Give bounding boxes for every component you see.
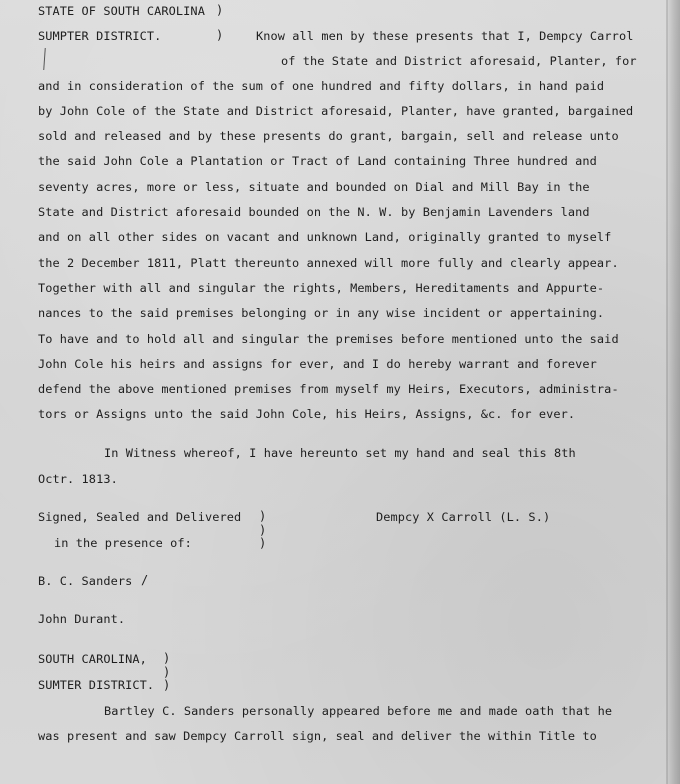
probate-brace: ) — [163, 651, 171, 665]
caption-state: STATE OF SOUTH CAROLINA — [38, 4, 205, 18]
caption-district: SUMPTER DISTRICT. — [38, 29, 162, 43]
deed-line: sold and released and by these presents do grant, bargain, sell and release unto — [38, 129, 619, 143]
deed-line: nances to the said premises belonging or in any wise incident or appertaining. — [38, 306, 605, 320]
probate-brace: ) — [163, 665, 171, 679]
caption-brace: ) — [216, 28, 224, 42]
deed-line: of the State and District aforesaid, Planter, for — [281, 54, 637, 68]
deed-line: seventy acres, more or less, situate and bounded on Dial and Mill Bay in the — [38, 180, 590, 194]
grantor-signature: Dempcy X Carroll (L. S.) — [376, 510, 551, 524]
witness-brace: / — [141, 573, 149, 587]
page-edge-shadow — [666, 0, 680, 784]
signing-brace: ) — [259, 509, 267, 523]
deed-line: To have and to hold all and singular the premises before mentioned unto the said — [38, 332, 619, 346]
caption-brace: ) — [216, 3, 224, 17]
deed-line: Together with all and singular the rights, Members, Hereditaments and Appurte- — [38, 281, 605, 295]
deed-line: tors or Assigns unto the said John Cole, his Heirs, Assigns, &c. for ever. — [38, 407, 576, 421]
probate-line: was present and saw Dempcy Carroll sign, seal and deliver the within Title to — [38, 729, 597, 743]
deed-line: Know all men by these presents that I, Dempcy Carrol — [256, 29, 634, 43]
deed-line: by John Cole of the State and District aforesaid, Planter, have granted, bargained — [38, 104, 634, 118]
probate-district: SUMTER DISTRICT. — [38, 678, 155, 692]
deed-line: State and District aforesaid bounded on the N. W. by Benjamin Lavenders land — [38, 205, 590, 219]
deed-line: and on all other sides on vacant and unknown Land, originally granted to myself — [38, 230, 612, 244]
witness-clause: In Witness whereof, I have hereunto set my hand and seal this 8th — [104, 446, 576, 460]
witness-date: Octr. 1813. — [38, 472, 118, 486]
stray-pen-mark — [43, 48, 46, 70]
deed-line: the said John Cole a Plantation or Tract of Land containing Three hundred and — [38, 154, 597, 168]
witness-name: B. C. Sanders — [38, 574, 133, 588]
signing-brace: ) — [259, 523, 267, 537]
probate-brace: ) — [163, 678, 171, 692]
probate-state: SOUTH CAROLINA, — [38, 652, 147, 666]
witness-name: John Durant. — [38, 612, 126, 626]
deed-line: John Cole his heirs and assigns for ever, and I do hereby warrant and forever — [38, 357, 597, 371]
deed-line: and in consideration of the sum of one hundred and fifty dollars, in hand paid — [38, 79, 605, 93]
probate-line: Bartley C. Sanders personally appeared before me and made oath that he — [104, 704, 613, 718]
deed-line: the 2 December 1811, Platt thereunto annexed will more fully and clearly appear. — [38, 256, 619, 270]
signing-label: Signed, Sealed and Delivered — [38, 510, 242, 524]
deed-line: defend the above mentioned premises from myself my Heirs, Executors, administra- — [38, 382, 619, 396]
signing-presence: in the presence of: — [54, 536, 192, 550]
signing-brace: ) — [259, 536, 267, 550]
